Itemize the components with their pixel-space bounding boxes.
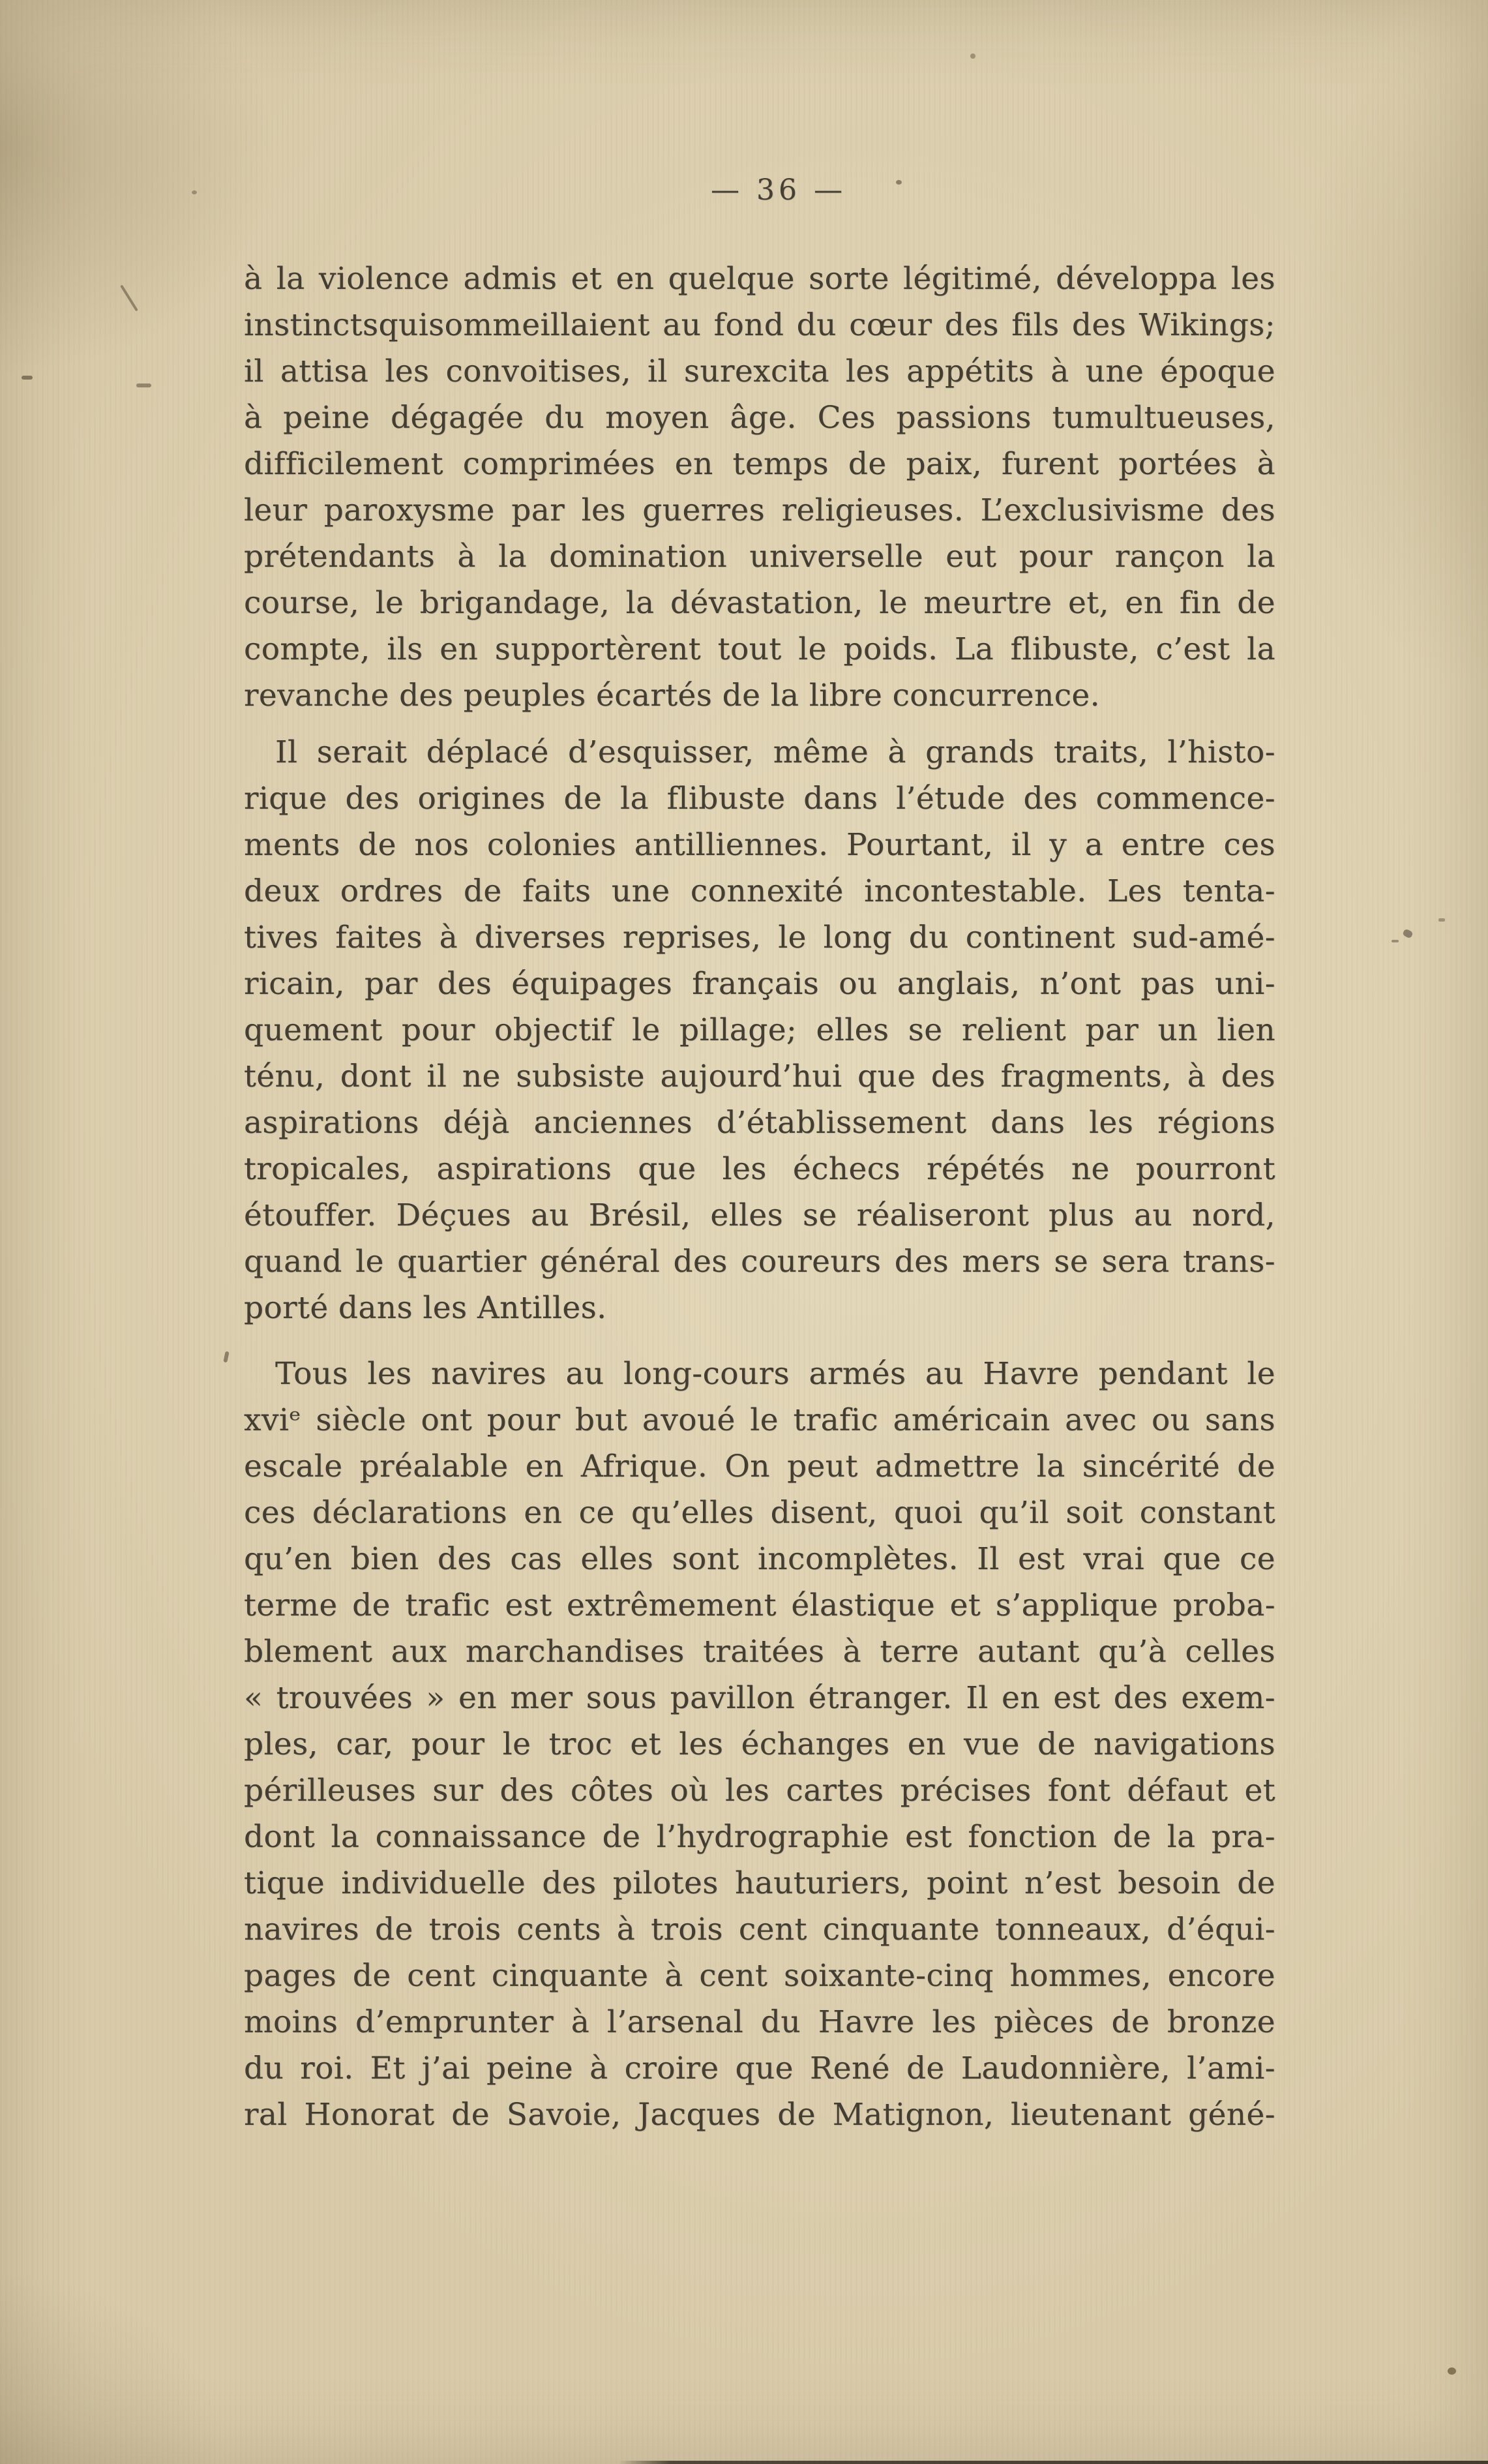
text-line: « trouvées » en mer sous pavillon étranger. Il en est des exem- [244, 1680, 1275, 1716]
text-line: ténu, dont il ne subsiste aujourd’hui que des fragments, à des [244, 1059, 1275, 1094]
ink-speck [896, 180, 902, 185]
text-line: blement aux marchandises traitées à terre autant qu’à celles [244, 1634, 1275, 1670]
ink-speck [1391, 940, 1399, 942]
text-line: revanche des peuples écartés de la libre concurrence. [244, 678, 1100, 714]
text-line: tives faites à diverses reprises, le long du continent sud-amé- [244, 920, 1275, 955]
paragraph [244, 256, 1275, 719]
text-line: xviᵉ siècle ont pour but avoué le trafic américain avec ou sans [244, 1402, 1275, 1438]
text-line: étouffer. Déçues au Brésil, elles se réaliseront plus au nord, [244, 1197, 1275, 1233]
text-line: course, le brigandage, la dévastation, le meurtre et, en fin de [244, 585, 1275, 621]
text-line: à peine dégagée du moyen âge. Ces passions tumultueuses, [244, 400, 1275, 436]
scratch-mark [120, 284, 138, 311]
text-line: terme de trafic est extrêmement élastique et s’applique proba- [244, 1587, 1275, 1623]
ink-speck [22, 376, 33, 380]
text-line: navires de trois cents à trois cent cinquante tonneaux, d’équi- [244, 1912, 1275, 1947]
ink-speck [1438, 918, 1445, 922]
ink-speck [1448, 2367, 1456, 2375]
paragraph [244, 729, 1275, 1331]
text-line: Tous les navires au long-cours armés au Havre pendant le [275, 1356, 1275, 1392]
ink-speck [136, 383, 151, 387]
ink-speck [223, 1351, 229, 1363]
text-line: ces déclarations en ce qu’elles disent, quoi qu’il soit constant [244, 1495, 1275, 1531]
text-line: difficilement comprimées en temps de paix, furent portées à [244, 446, 1275, 482]
text-line: ples, car, pour le troc et les échanges en vue de navigations [244, 1726, 1275, 1762]
text-line: compte, ils en supportèrent tout le poids. La flibuste, c’est la [244, 631, 1275, 667]
text-line: instinctsquisommeillaient au fond du cœur des fils des Wikings; [244, 307, 1275, 343]
text-line: aspirations déjà anciennes d’établissement dans les régions [244, 1105, 1275, 1141]
page-number: — 36 — [711, 173, 846, 207]
text-line: quement pour objectif le pillage; elles se relient par un lien [244, 1012, 1275, 1048]
text-line: rique des origines de la flibuste dans l’étude des commence- [244, 781, 1275, 817]
text-line: il attisa les convoitises, il surexcita les appétits à une époque [244, 353, 1275, 389]
text-line: prétendants à la domination universelle eut pour rançon la [244, 539, 1275, 575]
text-line: qu’en bien des cas elles sont incomplètes. Il est vrai que ce [244, 1541, 1275, 1577]
ink-speck [970, 53, 975, 59]
page-text [244, 256, 1275, 2138]
text-line: ments de nos colonies antilliennes. Pourtant, il y a entre ces [244, 827, 1275, 863]
paragraph [244, 1351, 1275, 2138]
text-line: moins d’emprunter à l’arsenal du Havre les pièces de bronze [244, 2004, 1275, 2040]
text-line: Il serait déplacé d’esquisser, même à grands traits, l’histo- [275, 734, 1275, 770]
text-line: à la violence admis et en quelque sorte légitimé, développa les [244, 261, 1275, 297]
text-line: tique individuelle des pilotes hauturiers, point n’est besoin de [244, 1865, 1275, 1901]
text-line: ral Honorat de Savoie, Jacques de Matignon, lieutenant géné- [244, 2097, 1275, 2133]
text-line: quand le quartier général des coureurs des mers se sera trans- [244, 1244, 1275, 1280]
text-line: porté dans les Antilles. [244, 1290, 607, 1326]
text-line: périlleuses sur des côtes où les cartes précises font défaut et [244, 1773, 1275, 1809]
text-line: ricain, par des équipages français ou anglais, n’ont pas uni- [244, 966, 1275, 1002]
ink-speck [192, 190, 197, 194]
text-line: escale préalable en Afrique. On peut admettre la sincérité de [244, 1449, 1275, 1484]
ink-speck [1402, 929, 1413, 939]
scan-edge-shadow [618, 2461, 1488, 2464]
text-line: pages de cent cinquante à cent soixante-cinq hommes, encore [244, 1958, 1275, 1994]
text-line: leur paroxysme par les guerres religieuses. L’exclusivisme des [244, 492, 1275, 528]
text-line: tropicales, aspirations que les échecs répétés ne pourront [244, 1151, 1275, 1187]
text-line: du roi. Et j’ai peine à croire que René de Laudonnière, l’ami- [244, 2051, 1275, 2086]
text-line: dont la connaissance de l’hydrographie est fonction de la pra- [244, 1819, 1275, 1855]
text-line: deux ordres de faits une connexité incontestable. Les tenta- [244, 873, 1275, 909]
